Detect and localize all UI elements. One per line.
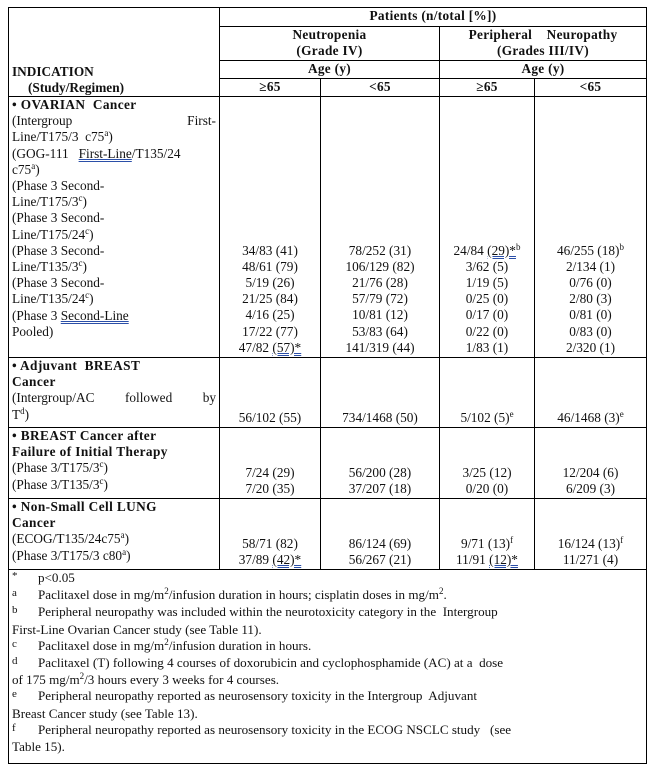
cell-value: 78/252 (31) xyxy=(348,242,412,258)
regimen-item: (Phase 3 Second-Line Pooled) xyxy=(12,307,129,339)
cell-value: 37/207 (18) xyxy=(348,480,412,496)
breast2-neuropathy-lt65 xyxy=(535,428,647,499)
cell-value: 0/22 (0) xyxy=(465,323,509,339)
adjuvant-neutropenia-lt65 xyxy=(321,358,440,428)
cell-value: 56/267 (21) xyxy=(348,551,412,567)
group-title-nsclc-2: Cancer xyxy=(12,515,56,531)
group-title-nsclc: • Non-Small Cell LUNG xyxy=(12,499,157,514)
neutropenia-lt65-header: <65 xyxy=(321,79,440,97)
footnote-continuation: Table 15). xyxy=(12,739,65,755)
footnote-text: p<0.05 xyxy=(38,570,75,585)
footnote-ref: f xyxy=(620,534,624,545)
breast2-neutropenia-lt65 xyxy=(321,428,440,499)
cell-value: 0/83 (0) xyxy=(569,323,612,339)
regimen-text: (Phase 3/T175/3 c80 xyxy=(12,547,123,563)
table-row-adjuvant-breast xyxy=(9,358,647,428)
regimen-item xyxy=(12,477,216,493)
footnote-item xyxy=(12,722,643,739)
adjuvant-breast-indication xyxy=(9,358,220,428)
table-row-breast-after-failure xyxy=(9,428,647,499)
footnotes xyxy=(9,570,647,764)
ovarian-neutropenia-ge65 xyxy=(220,97,321,358)
breast2-neuropathy-ge65 xyxy=(440,428,535,499)
regimen-text: (Phase 3/T135/3 xyxy=(12,476,100,492)
footnote-text: Peripheral neuropathy was included within the neurotoxicity category in the Intergroup xyxy=(38,604,498,620)
footnote-mark: a xyxy=(12,587,17,600)
footnote-ref: e xyxy=(509,408,514,419)
cell-value: 7/24 (29) xyxy=(245,464,295,480)
neuropathy-grade-label: (Grades III/IV) xyxy=(496,43,590,59)
cell-value: 106/129 (82) xyxy=(345,258,415,274)
cell-value: 734/1468 (50) xyxy=(342,409,418,425)
cell-value: 5/19 (26) xyxy=(245,274,295,290)
cell-value: 11/271 (4) xyxy=(562,551,619,567)
footnote-item xyxy=(12,688,643,705)
cell-value: 7/20 (35) xyxy=(245,480,295,496)
footnote-ref: c xyxy=(99,459,104,470)
footnote-mark: b xyxy=(12,604,18,617)
cell-value: 6/209 (3) xyxy=(565,480,616,496)
cell-value: 86/124 (69) xyxy=(348,535,412,551)
cell-value: 10/81 (12) xyxy=(352,307,408,323)
elderly-toxicity-table xyxy=(8,7,647,764)
footnote-continuation: First-Line Ovarian Cancer study (see Table 11). xyxy=(12,621,262,637)
regimen-item: (Intergroup/AC followed by $T^d$) xyxy=(12,390,216,422)
ovarian-neuropathy-lt65 xyxy=(535,97,647,358)
cell-value: 47/82 (57)* xyxy=(238,339,302,355)
regimen-text: (Phase 3/T175/3 xyxy=(12,460,100,476)
group-title-breast-after-failure: • BREAST Cancer after xyxy=(12,428,157,443)
regimen-text: (ECOG/T135/24c75 xyxy=(12,531,121,547)
regimen-item: (GOG-111 First-Line/T135/24 c75$^a$) xyxy=(12,145,181,177)
neutropenia-ge65-header: ≥65 xyxy=(220,79,321,97)
footnote-continuation: of 175 $mg/m^2/3$ hours every 3 weeks for 4 courses. xyxy=(12,671,280,688)
ovarian-neutropenia-lt65 xyxy=(321,97,440,358)
footnotes-row xyxy=(9,570,647,764)
cell-value: 37/89 (42)* xyxy=(238,551,302,567)
regimen-item xyxy=(12,548,216,564)
paren: ) xyxy=(103,460,108,476)
cell-value: 46/255 $(18)^b$ xyxy=(557,241,624,258)
adjuvant-neuropathy-lt65 xyxy=(535,358,647,428)
footnote-ref: c xyxy=(99,475,104,486)
indication-label: INDICATION xyxy=(12,63,94,79)
cell-value: 48/61 (79) xyxy=(242,258,298,274)
cell-value: 56/200 (28) xyxy=(348,464,412,480)
group-title-adjuvant-breast-2: Cancer xyxy=(12,374,56,390)
cell-value: 0/17 (0) xyxy=(465,307,509,323)
cell-value: 1/19 (5) xyxy=(465,274,509,290)
table-row-nsclc xyxy=(9,499,647,570)
footnote-item xyxy=(12,587,643,604)
footnote-mark: * xyxy=(12,570,18,582)
group-title-ovarian: • OVARIAN Cancer xyxy=(12,97,137,112)
indication-header xyxy=(9,8,220,97)
cell-value: 12/204 (6) xyxy=(562,464,619,480)
footnote-ref: b xyxy=(515,241,521,252)
adjuvant-neuropathy-ge65 xyxy=(440,358,535,428)
footnote-ref: a xyxy=(120,530,125,541)
regimen-item xyxy=(12,531,216,547)
footnote-ref: e xyxy=(619,408,624,419)
cell-value: 58/71 (82) xyxy=(242,535,298,551)
cell-value: 0/20 (0) xyxy=(465,480,509,496)
cell-value: 34/83 (41) xyxy=(242,242,298,258)
paren: ) xyxy=(103,476,108,492)
cell-value: 141/319 (44) xyxy=(345,339,415,355)
footnote-item xyxy=(12,655,643,672)
nsclc-neuropathy-ge65 xyxy=(440,499,535,570)
footnote-item xyxy=(12,638,643,655)
cell-value: 0/76 (0) xyxy=(569,274,612,290)
nsclc-neutropenia-ge65 xyxy=(220,499,321,570)
age-header-neutropenia: Age (y) xyxy=(220,61,440,79)
neuropathy-label: Peripheral Neuropathy xyxy=(468,27,618,42)
cell-value: 0/25 (0) xyxy=(465,291,509,307)
regimen-item: (Phase 3 Second- Line/T135/24$^c$) xyxy=(12,275,105,307)
paren: ) xyxy=(124,531,130,547)
cell-value: 9/71 $(13)^f$ xyxy=(460,534,514,551)
nsclc-indication xyxy=(9,499,220,570)
study-regimen-label: (Study/Regimen) xyxy=(28,79,125,95)
footnote-mark: f xyxy=(12,721,16,734)
neuropathy-header xyxy=(440,27,647,61)
cell-value: 24/84 (29)*$^b$ xyxy=(453,241,521,258)
footnote-mark: c xyxy=(12,637,17,650)
patients-header: Patients (n/total [%]) xyxy=(220,8,647,27)
nsclc-neuropathy-lt65 xyxy=(535,499,647,570)
footnote-text: Paclitaxel (T) following 4 courses of doxorubicin and cyclophosphamide (AC) at a dose xyxy=(38,655,504,671)
regimen-item: (Phase 3 Second- Line/T175/24$^c$) xyxy=(12,210,105,242)
cell-value: 11/91 (12)* xyxy=(456,551,518,567)
cell-value: 3/25 (12) xyxy=(462,464,512,480)
ovarian-neuropathy-ge65 xyxy=(440,97,535,358)
cell-value: 2/80 (3) xyxy=(569,291,612,307)
cell-value: 3/62 (5) xyxy=(465,258,509,274)
regimen-item: (Intergroup First- Line/T175/3 c75$^a$) xyxy=(12,113,216,145)
neutropenia-header xyxy=(220,27,440,61)
cell-value: 56/102 (55) xyxy=(238,409,302,425)
group-title-breast-after-failure-2: Failure of Initial Therapy xyxy=(12,444,168,460)
ovarian-indication xyxy=(9,97,220,358)
footnote-mark: d xyxy=(12,655,18,668)
breast-after-failure-indication xyxy=(9,428,220,499)
cell-value: 0/81 (0) xyxy=(569,307,612,323)
cell-value: 2/320 (1) xyxy=(565,339,616,355)
regimen-item xyxy=(12,460,216,476)
cell-value: 46/1468 (3) xyxy=(557,409,620,425)
footnote-text: Paclitaxel dose in $mg/m^2$/infusion duration in hours. xyxy=(38,636,312,653)
group-title-adjuvant-breast: • Adjuvant BREAST xyxy=(12,358,141,373)
cell-value: 21/76 (28) xyxy=(352,274,408,290)
cell-value: 53/83 (64) xyxy=(352,323,408,339)
footnote-continuation: Breast Cancer study (see Table 13). xyxy=(12,705,198,721)
regimen-text: T xyxy=(12,406,21,422)
regimen-item: (Phase 3 Second- Line/T135/3$^c$) xyxy=(12,242,105,275)
neuropathy-lt65-header: <65 xyxy=(535,79,647,97)
paren: ) xyxy=(126,547,131,563)
neuropathy-ge65-header: ≥65 xyxy=(440,79,535,97)
footnote-mark: e xyxy=(12,688,17,701)
footnote-ref: b xyxy=(619,241,624,252)
table-row-ovarian xyxy=(9,97,647,358)
footnote-ref: a xyxy=(122,546,127,557)
neutropenia-label: Neutropenia xyxy=(292,27,367,42)
footnote-text: Peripheral neuropathy reported as neurosensory toxicity in the ECOG NSCLC study (see xyxy=(38,721,512,737)
cell-value: 16/124 $(13)^f$ xyxy=(557,534,624,551)
cell-value: 5/102 (5) xyxy=(460,409,510,425)
neutropenia-grade-label: (Grade IV) xyxy=(296,43,363,59)
age-header-neuropathy: Age (y) xyxy=(440,61,647,79)
cell-value: 21/25 (84) xyxy=(242,291,298,307)
cell-value: 4/16 (25) xyxy=(245,307,295,323)
breast2-neutropenia-ge65 xyxy=(220,428,321,499)
cell-value: 2/134 (1) xyxy=(565,258,616,274)
footnote-item xyxy=(12,604,643,621)
footnote-ref: d xyxy=(20,405,25,416)
footnote-item xyxy=(12,570,643,587)
cell-value: 17/22 (77) xyxy=(242,323,298,339)
footnote-text: Peripheral neuropathy reported as neurosensory toxicity in the Intergroup Adjuvant xyxy=(38,688,478,704)
footnote-ref: f xyxy=(510,534,514,545)
adjuvant-neutropenia-ge65 xyxy=(220,358,321,428)
cell-value: 1/83 (1) xyxy=(465,339,509,355)
footnote-text: Paclitaxel dose in $mg/m^2$/infusion duration in hours; cisplatin doses in $mg/m^2$. xyxy=(38,586,447,603)
regimen-item: (Phase 3 Second- Line/T175/3$^c$) xyxy=(12,178,105,210)
nsclc-neutropenia-lt65 xyxy=(321,499,440,570)
cell-value: 57/79 (72) xyxy=(352,291,408,307)
